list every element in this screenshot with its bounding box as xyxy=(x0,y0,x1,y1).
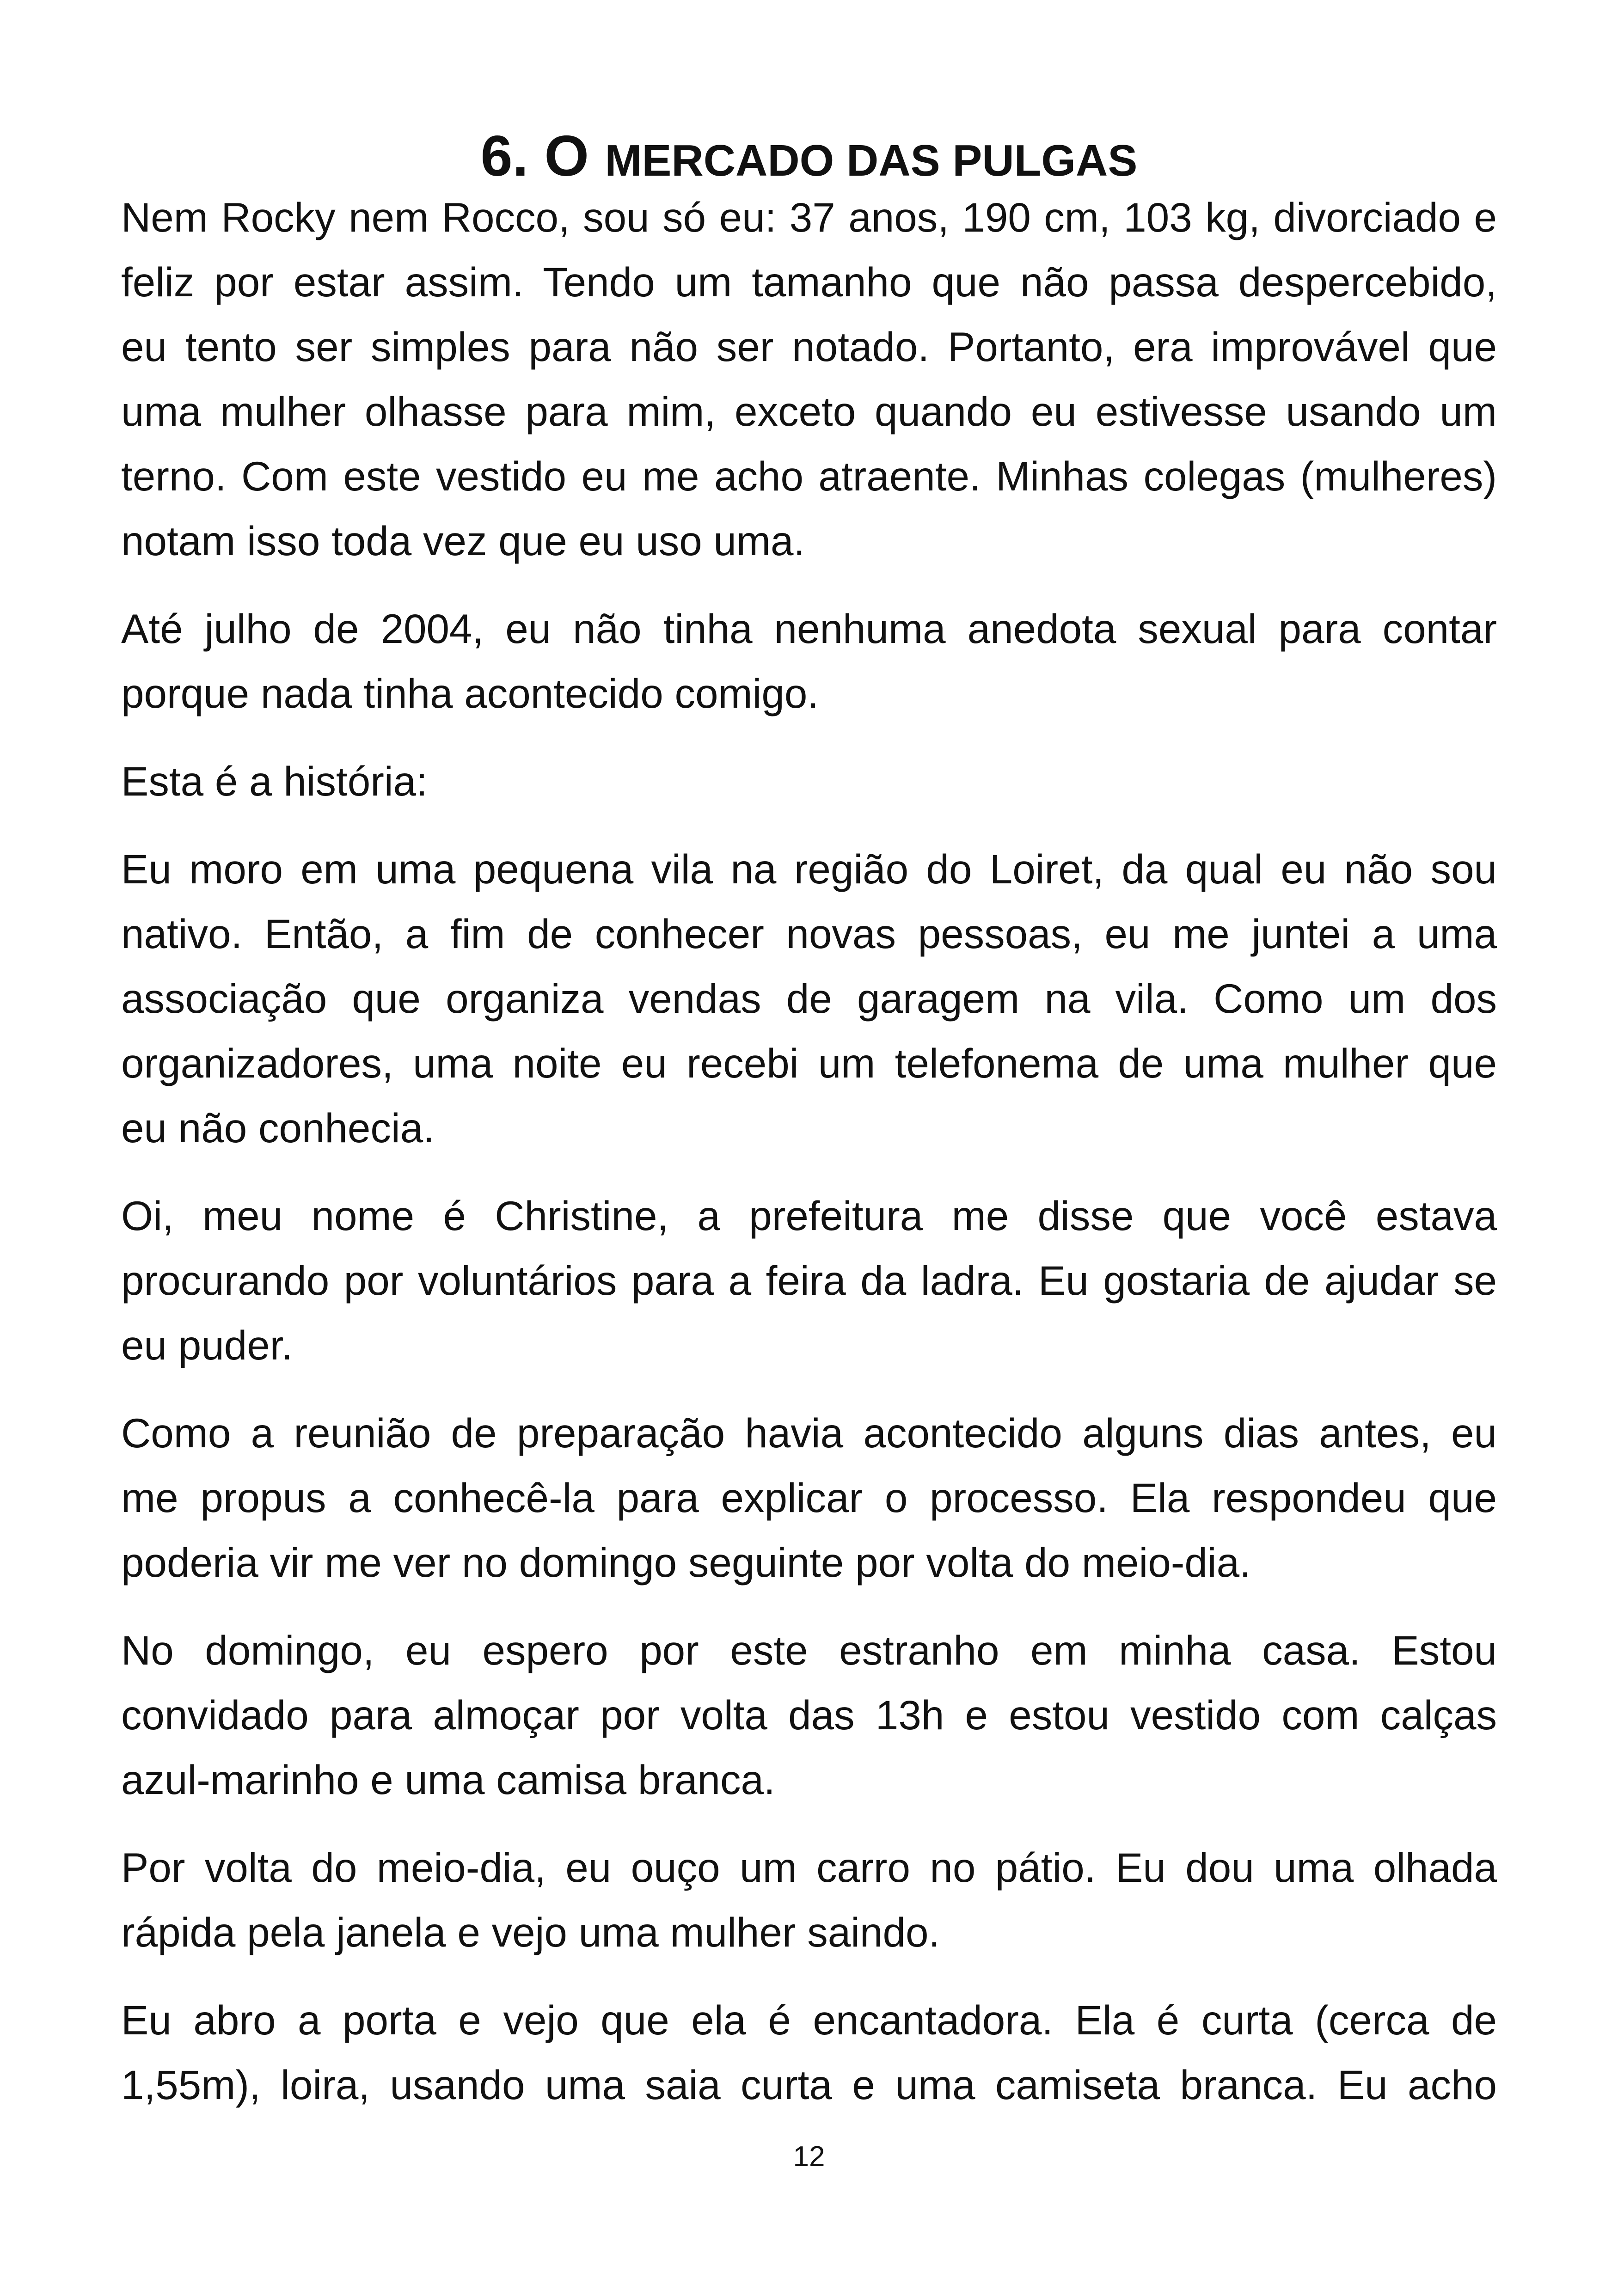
text-line: convidado para almoçar por volta das 13h e estou vestido com calças xyxy=(121,1692,1497,1738)
paragraph xyxy=(121,185,1497,573)
text-line: Até julho de 2004, eu não tinha nenhuma anedota sexual para contar xyxy=(121,606,1497,652)
text-line: terno. Com este vestido eu me acho atraente. Minhas colegas (mulheres) xyxy=(121,453,1497,499)
paragraph xyxy=(121,1618,1497,1812)
text-line: poderia vir me ver no domingo seguinte por volta do meio-dia. xyxy=(121,1539,1251,1586)
text-line: Por volta do meio-dia, eu ouço um carro no pátio. Eu dou uma olhada xyxy=(121,1844,1497,1891)
text-line: porque nada tinha acontecido comigo. xyxy=(121,670,819,716)
text-line: nativo. Então, a fim de conhecer novas pessoas, eu me juntei a uma xyxy=(121,911,1497,957)
paragraph xyxy=(121,837,1497,1160)
text-line: Nem Rocky nem Rocco, sou só eu: 37 anos, 190 cm, 103 kg, divorciado e xyxy=(121,194,1497,240)
text-line: Eu abro a porta e vejo que ela é encantadora. Ela é curta (cerca de xyxy=(121,1997,1497,2043)
text-line: eu tento ser simples para não ser notado. Portanto, era improvável que xyxy=(121,324,1497,370)
text-line: procurando por voluntários para a feira da ladra. Eu gostaria de ajudar se xyxy=(121,1257,1497,1304)
chapter-title-initial: O xyxy=(544,124,589,189)
chapter-number: 6. xyxy=(480,124,528,189)
text-line: azul-marinho e uma camisa branca. xyxy=(121,1757,775,1803)
text-line: feliz por estar assim. Tendo um tamanho que não passa despercebido, xyxy=(121,259,1497,305)
text-line: Oi, meu nome é Christine, a prefeitura me disse que você estava xyxy=(121,1193,1497,1239)
text-line: organizadores, uma noite eu recebi um telefonema de uma mulher que xyxy=(121,1040,1497,1086)
text-line: notam isso toda vez que eu uso uma. xyxy=(121,518,805,564)
page-number: 12 xyxy=(793,2141,825,2173)
text-line: No domingo, eu espero por este estranho em minha casa. Estou xyxy=(121,1627,1497,1673)
paragraph xyxy=(121,1401,1497,1595)
paragraph xyxy=(121,1988,1497,2117)
paragraph xyxy=(121,1835,1497,1965)
text-line: Eu moro em uma pequena vila na região do Loiret, da qual eu não sou xyxy=(121,846,1497,892)
text-line: eu não conhecia. xyxy=(121,1105,435,1151)
text-line: rápida pela janela e vejo uma mulher saindo. xyxy=(121,1909,940,1955)
text-line: Como a reunião de preparação havia acontecido alguns dias antes, eu xyxy=(121,1410,1497,1456)
paragraph xyxy=(121,1183,1497,1378)
text-line: Esta é a história: xyxy=(121,758,428,804)
text-line: uma mulher olhasse para mim, exceto quando eu estivesse usando um xyxy=(121,388,1497,435)
paragraph xyxy=(121,749,1497,814)
paragraph xyxy=(121,596,1497,726)
body-text xyxy=(121,185,1497,2140)
text-line: 1,55m), loira, usando uma saia curta e uma camiseta branca. Eu acho xyxy=(121,2062,1497,2108)
text-line: eu puder. xyxy=(121,1322,293,1368)
chapter-title-rest: MERCADO DAS PULGAS xyxy=(605,136,1138,186)
text-line: associação que organiza vendas de garagem na vila. Como um dos xyxy=(121,975,1497,1022)
text-line: me propus a conhecê-la para explicar o processo. Ela respondeu que xyxy=(121,1475,1497,1521)
